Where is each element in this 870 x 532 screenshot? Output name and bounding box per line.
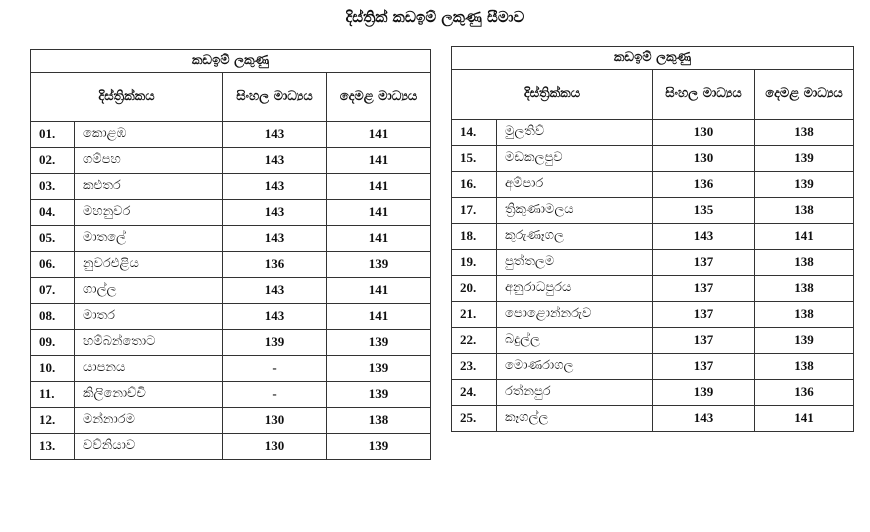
tamil-cutoff-value: 141 [755, 224, 854, 250]
district-column-header: දිස්ත්‍රික්කය [31, 73, 223, 122]
sinhala-cutoff-value: 139 [653, 380, 755, 406]
table-row [31, 382, 431, 408]
table-row [452, 172, 854, 198]
district-name: මාතලේ [75, 226, 223, 252]
district-name: වව්නියාව [75, 434, 223, 460]
table-row [452, 302, 854, 328]
sinhala-medium-column-header: සිංහල මාධ්‍යය [653, 70, 755, 120]
tamil-cutoff-value: 139 [327, 382, 431, 408]
row-number: 21. [452, 302, 497, 328]
row-number: 18. [452, 224, 497, 250]
district-name: අනුරාධපුරය [497, 276, 653, 302]
table-header-row [31, 73, 431, 122]
tamil-cutoff-value: 138 [755, 354, 854, 380]
tamil-medium-column-header: දෙමළ මාධ්‍යය [755, 70, 854, 120]
row-number: 22. [452, 328, 497, 354]
table-row [31, 174, 431, 200]
sinhala-cutoff-value: 136 [653, 172, 755, 198]
row-number: 16. [452, 172, 497, 198]
row-number: 12. [31, 408, 75, 434]
sinhala-cutoff-value: 143 [653, 224, 755, 250]
table-row [31, 252, 431, 278]
tamil-cutoff-value: 138 [755, 250, 854, 276]
left-table-body [31, 122, 431, 460]
sinhala-cutoff-value: 130 [653, 146, 755, 172]
row-number: 02. [31, 148, 75, 174]
sinhala-cutoff-value: 143 [223, 174, 327, 200]
sinhala-cutoff-value: 137 [653, 302, 755, 328]
district-name: ත්‍රිකුණාමලය [497, 198, 653, 224]
tamil-cutoff-value: 141 [327, 226, 431, 252]
table-row [31, 226, 431, 252]
tamil-cutoff-value: 139 [327, 434, 431, 460]
table-row [31, 200, 431, 226]
tamil-cutoff-value: 139 [327, 330, 431, 356]
sinhala-cutoff-value: 143 [223, 200, 327, 226]
row-number: 10. [31, 356, 75, 382]
tamil-cutoff-value: 139 [755, 328, 854, 354]
row-number: 07. [31, 278, 75, 304]
table-caption: කඩඉම් ලකුණු [31, 50, 431, 73]
tamil-cutoff-value: 138 [755, 198, 854, 224]
table-row [452, 250, 854, 276]
sinhala-cutoff-value: 130 [223, 408, 327, 434]
tamil-cutoff-value: 139 [755, 146, 854, 172]
tamil-cutoff-value: 138 [755, 302, 854, 328]
sinhala-cutoff-value: 137 [653, 354, 755, 380]
tamil-cutoff-value: 138 [755, 120, 854, 146]
cutoff-table-right [451, 46, 854, 432]
row-number: 04. [31, 200, 75, 226]
sinhala-cutoff-value: 130 [653, 120, 755, 146]
row-number: 25. [452, 406, 497, 432]
sinhala-cutoff-value: 143 [653, 406, 755, 432]
sinhala-cutoff-value: 139 [223, 330, 327, 356]
district-name: මන්නාරම [75, 408, 223, 434]
table-caption-row [452, 47, 854, 70]
tamil-cutoff-value: 141 [327, 148, 431, 174]
sinhala-cutoff-value: 137 [653, 276, 755, 302]
row-number: 03. [31, 174, 75, 200]
row-number: 13. [31, 434, 75, 460]
sinhala-cutoff-value: 137 [653, 250, 755, 276]
district-name: මාතර [75, 304, 223, 330]
tamil-cutoff-value: 139 [755, 172, 854, 198]
district-name: කුරුණෑගල [497, 224, 653, 250]
page-title: දිස්ත්‍රික් කඩඉම් ලකුණු සීමාව [345, 8, 525, 26]
table-row [452, 224, 854, 250]
district-name: මහනුවර [75, 200, 223, 226]
table-header-row [452, 70, 854, 120]
district-name: පුත්තලම [497, 250, 653, 276]
row-number: 05. [31, 226, 75, 252]
tamil-cutoff-value: 141 [327, 174, 431, 200]
district-name: නුවරඑළිය [75, 252, 223, 278]
sinhala-cutoff-value: 135 [653, 198, 755, 224]
table-caption: කඩඉම් ලකුණු [452, 47, 854, 70]
row-number: 09. [31, 330, 75, 356]
tamil-cutoff-value: 141 [327, 304, 431, 330]
district-name: ගාල්ල [75, 278, 223, 304]
sinhala-cutoff-value: - [223, 356, 327, 382]
row-number: 15. [452, 146, 497, 172]
row-number: 24. [452, 380, 497, 406]
table-row [31, 408, 431, 434]
district-name: බදුල්ල [497, 328, 653, 354]
row-number: 20. [452, 276, 497, 302]
table-row [452, 276, 854, 302]
right-table-body [452, 120, 854, 432]
row-number: 06. [31, 252, 75, 278]
table-caption-row [31, 50, 431, 73]
table-row [31, 122, 431, 148]
table-row [452, 328, 854, 354]
sinhala-cutoff-value: 143 [223, 304, 327, 330]
row-number: 11. [31, 382, 75, 408]
district-name: අම්පාර [497, 172, 653, 198]
table-row [452, 354, 854, 380]
district-name: මොණරාගල [497, 354, 653, 380]
tamil-cutoff-value: 138 [755, 276, 854, 302]
row-number: 23. [452, 354, 497, 380]
tamil-cutoff-value: 141 [327, 200, 431, 226]
district-name: ගම්පහ [75, 148, 223, 174]
tamil-cutoff-value: 141 [327, 122, 431, 148]
tamil-cutoff-value: 138 [327, 408, 431, 434]
sinhala-cutoff-value: 143 [223, 122, 327, 148]
tamil-cutoff-value: 139 [327, 252, 431, 278]
district-name: කෑගල්ල [497, 406, 653, 432]
tamil-medium-column-header: දෙමළ මාධ්‍යය [327, 73, 431, 122]
table-row [452, 120, 854, 146]
table-row [31, 434, 431, 460]
table-row [31, 278, 431, 304]
tamil-cutoff-value: 139 [327, 356, 431, 382]
table-row [452, 406, 854, 432]
district-column-header: දිස්ත්‍රික්කය [452, 70, 653, 120]
district-name: කොළඹ [75, 122, 223, 148]
row-number: 01. [31, 122, 75, 148]
tamil-cutoff-value: 141 [327, 278, 431, 304]
district-name: හම්බන්තොට [75, 330, 223, 356]
table-row [452, 146, 854, 172]
sinhala-cutoff-value: - [223, 382, 327, 408]
cutoff-table-left [30, 49, 431, 460]
sinhala-cutoff-value: 143 [223, 226, 327, 252]
table-row [452, 198, 854, 224]
district-name: යාපනය [75, 356, 223, 382]
row-number: 14. [452, 120, 497, 146]
tamil-cutoff-value: 136 [755, 380, 854, 406]
table-row [31, 330, 431, 356]
sinhala-cutoff-value: 137 [653, 328, 755, 354]
table-row [31, 148, 431, 174]
sinhala-cutoff-value: 136 [223, 252, 327, 278]
table-row [452, 380, 854, 406]
tamil-cutoff-value: 141 [755, 406, 854, 432]
sinhala-cutoff-value: 130 [223, 434, 327, 460]
district-name: මුලතිව් [497, 120, 653, 146]
row-number: 17. [452, 198, 497, 224]
district-name: මඩකලපුව [497, 146, 653, 172]
table-row [31, 304, 431, 330]
district-name: කළුතර [75, 174, 223, 200]
district-name: කිලිනොච්චි [75, 382, 223, 408]
table-row [31, 356, 431, 382]
row-number: 08. [31, 304, 75, 330]
row-number: 19. [452, 250, 497, 276]
district-name: පොළොන්නරුව [497, 302, 653, 328]
sinhala-medium-column-header: සිංහල මාධ්‍යය [223, 73, 327, 122]
sinhala-cutoff-value: 143 [223, 148, 327, 174]
district-name: රත්නපුර [497, 380, 653, 406]
sinhala-cutoff-value: 143 [223, 278, 327, 304]
